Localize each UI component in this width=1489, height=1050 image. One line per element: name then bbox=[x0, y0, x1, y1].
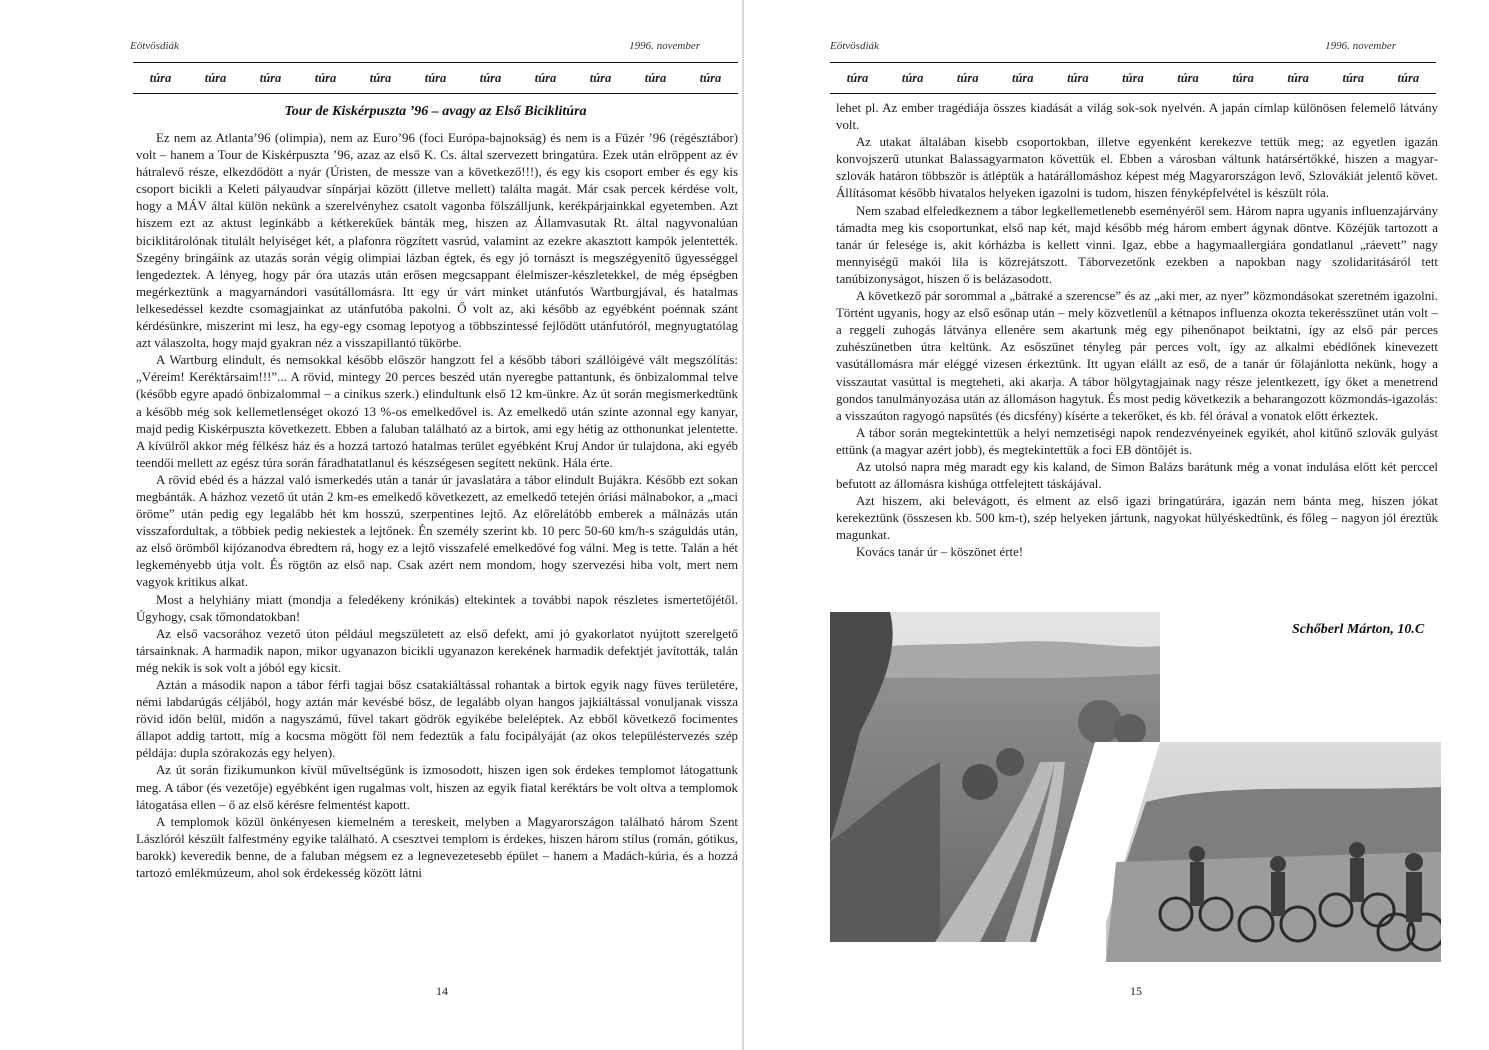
page-number: 15 bbox=[1130, 984, 1142, 998]
paragraph: A templomok közül önkényesen kiemelném a tereskeit, melyben a Magyarországon található három Szent Lászlóról készült falfestmény egyike található. A csesztvei templom is érdekes, hiszen három stílus (román, gótikus, barokk) keveredik benne, de a faluban mégsem ez a legnevezetesebb épület – hanem a Madách-kúria, és a hozzá tartozó emlékmúzeum, ahol sok érdekesség között látni bbox=[136, 814, 738, 881]
section-label: túra bbox=[369, 70, 392, 85]
paragraph: Kovács tanár úr – köszönet érte! bbox=[856, 545, 1024, 560]
section-label: túra bbox=[479, 70, 502, 85]
paragraph: A Wartburg elindult, és nemsokkal később először hangzott fel a később tábori szállóigévé vált megszólítás: „Véreim! Keréktársaim!!!”... A rövid, mintegy 20 perces beszéd után nyeregbe pattantunk, és önbizalommal telve (később egyre apadó önbizalommal – a cinikus szerk.) elindultunk első 12 km-ünkre. Az út során megismerkedtünk a később még sok kellemetlenséget okozó 13 %-os emelkedővel is. Az emelkedő után szinte azonnal egy kanyar, majd pedig Kiskérpuszta következett. Ebben a faluban található az a birtok, ami egy hétig az otthonunkat jelentette. A kívülről akkor még félkész ház és a hozzá tartozó hatalmas terület egyébként Kruj Andor úr tulajdona, aki egyéb teendői mellett az egész túra során fáradhatatlanul és készségesen segített nekünk. Hála érte. bbox=[136, 353, 738, 470]
section-label: túra bbox=[846, 70, 869, 85]
section-band bbox=[133, 62, 738, 94]
section-label: túra bbox=[1287, 70, 1309, 85]
section-label: túra bbox=[259, 70, 282, 85]
page-15 bbox=[744, 0, 1489, 1050]
page-number: 14 bbox=[436, 984, 448, 998]
paragraph: Az első vacsorához vezető úton például megszületett az első defekt, ami jó gyakorlatot nyújtott szerelgető társainknak. A harmadik napon, mikor ugyanazon bicikli ugyanazon kerekének harmadik defektjét javították, talán még nekik is sok volt a jóból egy kicsit. bbox=[136, 626, 738, 675]
section-label: túra bbox=[1067, 70, 1089, 85]
section-label: túra bbox=[1177, 70, 1199, 85]
section-label: túra bbox=[589, 70, 612, 85]
section-label: túra bbox=[644, 70, 667, 85]
section-label: túra bbox=[1232, 70, 1254, 85]
paragraph: lehet pl. Az ember tragédiája összes kiadását a világ sok-sok nyelvén. A japán címlap különösen felemelő látvány volt. bbox=[836, 101, 1438, 133]
publication-name: Eötvösdiák bbox=[130, 40, 179, 52]
issue-date: 1996. november bbox=[629, 40, 700, 52]
page-14 bbox=[0, 0, 744, 1050]
article-body-left bbox=[136, 130, 738, 882]
section-label: túra bbox=[901, 70, 924, 85]
article-title: Tour de Kiskérpuszta ’96 – avagy az Első Biciklitúra bbox=[284, 104, 587, 119]
section-label: túra bbox=[534, 70, 557, 85]
issue-date: 1996. november bbox=[1325, 40, 1396, 52]
section-label: túra bbox=[956, 70, 979, 85]
paragraph: A rövid ebéd és a házzal való ismerkedés után a tanár úr javaslatára a tábor elindult Bujákra. Később ezt sokan megbánták. A házhoz vezető út után 2 km-es emelkedő következett, az emelkedő tetején óriási málnabokor, a „maci öröme” után pedig egy legalább hét km hosszú, szerpentines lejtő. Az előrelátóbb emberek a málnázás után visszafordultak, a többiek pedig nekiestek a lejtőnek. Én személy szerint kb. 10 perc 50-60 km/h-s száguldás után, az első örömből kijózanodva ébredtem rá, hogy ez a lejtő visszafelé emelkedővé fog válni. Meg is tette. Talán a hét legkeményebb útja volt. És rögtön az első nap. Csak azért nem mondom, hogy szervezési hiba volt, mert nem vagyok kritikus alkat. bbox=[136, 472, 738, 590]
paragraph: Nem szabad elfeledkeznem a tábor legkellemetlenebb eseményéről sem. Három napra ugyanis influenzajárvány támadta meg kis csoportunkat, első nap két, majd később még három embert ágynak döntve. Közéjük tartozott a tanár úr felesége is, akit kórházba is kellett vinni. Igaz, ebbe a hagymaallergiára gondatlanul „ráevett” nagy mennyiségű makói lila is közrejátszott. Táborvezetőnk ezekben a napokban nagy szolidaritásáról tett tanúbizonyságot, hiszen ő is belázasodott. bbox=[836, 203, 1438, 286]
section-band bbox=[830, 62, 1436, 94]
paragraph: Az utakat általában kisebb csoportokban, illetve egyenként kerekezve tettük meg; az egyetlen igazán konvojszerű utunkat Balassagyarmaton követtük el. Ebben a városban váltunk határsértőkké, hiszen a magyar-szlovák határon többször is átléptük a határállomáshoz képest még Magyarországon levő, Szlovákiát jelentő követ. Állításomat később hivatalos helyeken igazolni is tudom, hiszen fényképfelvétel is készült róla. bbox=[836, 135, 1438, 201]
publication-name: Eötvösdiák bbox=[830, 40, 879, 52]
section-label: túra bbox=[424, 70, 447, 85]
section-label: túra bbox=[1012, 70, 1034, 85]
paragraph: A tábor során megtekintettük a helyi nemzetiségi napok rendezvényeinek egyikét, ahol kitűnő szlovák gulyást ettünk (a magyar azért jobb), és megtekintettük a foci EB döntőjét is. bbox=[836, 425, 1438, 457]
section-label: túra bbox=[314, 70, 337, 85]
paragraph: Most a helyhiány miatt (mondja a feledékeny krónikás) eltekintek a további napok részletes ismertetőjétől. Úgyhogy, csak tőmondatokban! bbox=[136, 592, 738, 624]
section-label: túra bbox=[699, 70, 722, 85]
paragraph: Azt hiszem, aki belevágott, és elment az első igazi bringatúrára, igazán nem bánta meg, hiszen jókat kerekeztünk (összesen kb. 500 km-t), szép helyeken jártunk, nagyokat hülyéskedtünk, és főleg – nagyon jól éreztük magunkat. bbox=[836, 494, 1438, 543]
section-label: túra bbox=[1397, 70, 1420, 85]
paragraph: Az utolsó napra még maradt egy kis kaland, de Simon Balázs barátunk még a vonat indulása előtt két perccel befutott az állomásra kishúga ottfelejtett táskájával. bbox=[836, 459, 1438, 492]
paragraph: A következő pár sorommal a „bátraké a szerencse” és az „aki mer, az nyer” közmondásokat szeretném igazolni. Történt ugyanis, hogy az első esőnap után – mely közvetlenül a kétnapos influenza okozta tekerésszünet után volt – a reggeli zuhogás látványa ellenére sem akartunk még egy pihenőnapot beiktatni, így az első pár perces zuhészünetben útra keltünk. Az esőszünet tényleg pár perces volt, így az alkalmi ebédlőnek kinevezett vasútállomásra már eléggé vizesen érkeztünk. Itt ugyan elállt az eső, de a tanár úr fölajánlotta nekünk, hogy a visszautat vasúttal is megteheti, aki akarja. A tábor hölgytagjainak nagy része jelentkezett, így őket a menetrend gondos tanulmányozása után az állomáson hagytuk. És most pedig következik a beharangozott közmondás-igazolás: a visszaúton ragyogó napsütés (és dicsfény) kísérte a tekerőket, és kb. fél órával a vonatok előtt érkeztek. bbox=[836, 289, 1438, 423]
section-label: túra bbox=[1342, 70, 1365, 85]
section-label: túra bbox=[1122, 70, 1144, 85]
cyclists-group-photo bbox=[1106, 742, 1441, 962]
section-label: túra bbox=[149, 70, 172, 85]
section-label: túra bbox=[204, 70, 227, 85]
running-header bbox=[130, 40, 700, 56]
running-header bbox=[830, 40, 1396, 56]
paragraph: Aztán a második napon a tábor férfi tagjai bősz csatakiáltással rohantak a birtok egyik nagy füves területére, némi labdarúgás céljából, hogy aztán már kevésbé bősz, de legalább olyan hangos jajkiáltással vonuljanak vissza rövid időn belül, midőn a nagyszámú, fűvel takart gödrök egyikébe beleléptek. Az ebből következő focimentes állapot addig tartott, míg a kocsma mögött föl nem fedeztük a falu focipályáját (az okos településtervezés szép példája: dupla szórakozás egy helyen). bbox=[136, 678, 738, 761]
article-body-right bbox=[836, 100, 1438, 562]
paragraph: Az út során fizikumunkon kívül műveltségünk is izmosodott, hiszen igen sok érdekes templomot látogattunk meg. A tábor (és vezetője) egyébként igen rugalmas volt, hiszen az egyik fiatal keréktárs be volt oltva a templomok látogatása ellen – ő az első kérésre felmentést kapott. bbox=[136, 763, 738, 812]
paragraph: Ez nem az Atlanta’96 (olimpia), nem az Euro’96 (foci Európa-bajnokság) és nem is a Füzér ’96 (régésztábor) volt – hanem a Tour de Kiskérpuszta ’96, azaz az első K. Cs. által szervezett bringatúra. Ezek után elröppent az év hátralevő része, elkezdődött a nyár (Úristen, de messze van a következő!!!), és egy kis csoport ember és egy kis csoport bicikli a Keleti pályaudvar sínpárjai között (illetve mellett) találta magát. Már csak percek kérdése volt, hogy a MÁV által külön nekünk a szerelvényhez csatolt vagonba fölszálljunk, kerékpárjainkkal egyetemben. Azt hiszem ezt az aktust leginkább a kétkerekűek bánták meg, hiszen az Államvasutak Rt. által nagyvonalúan biciklitárolónak titulált helyiséget két, a plafonra rögzített vasrúd, valamint az ezekre akasztott kampók jelentették. Szegény bringáink az utazás során végig olimpiai lázban égtek, és egy jó tornászt is megszégyenítő ügyességgel lengedeztek. A lényeg, hogy pár óra utazás után erősen megcsappant élelmiszer-készletekkel, de még épségben megérkeztünk a magyarnándori vasútállomásra. Itt egy úr várt minket utánfutós Wartburgjával, és hatalmas lelkesedéssel kezdte csomagjainkat az utánfutóba pakolni. Ő volt az, aki később az egyébként poénnak szánt kérdésünkre, miszerint mi lesz, ha egy-egy csomag lepotyog a többszintessé fejlődött utánfutóról, megnyugtatólag azt válaszolta, hogy majd gyakran néz a visszapillantó tükörbe. bbox=[136, 131, 738, 351]
article-author-signature: Schőberl Márton, 10.C bbox=[1292, 622, 1425, 637]
